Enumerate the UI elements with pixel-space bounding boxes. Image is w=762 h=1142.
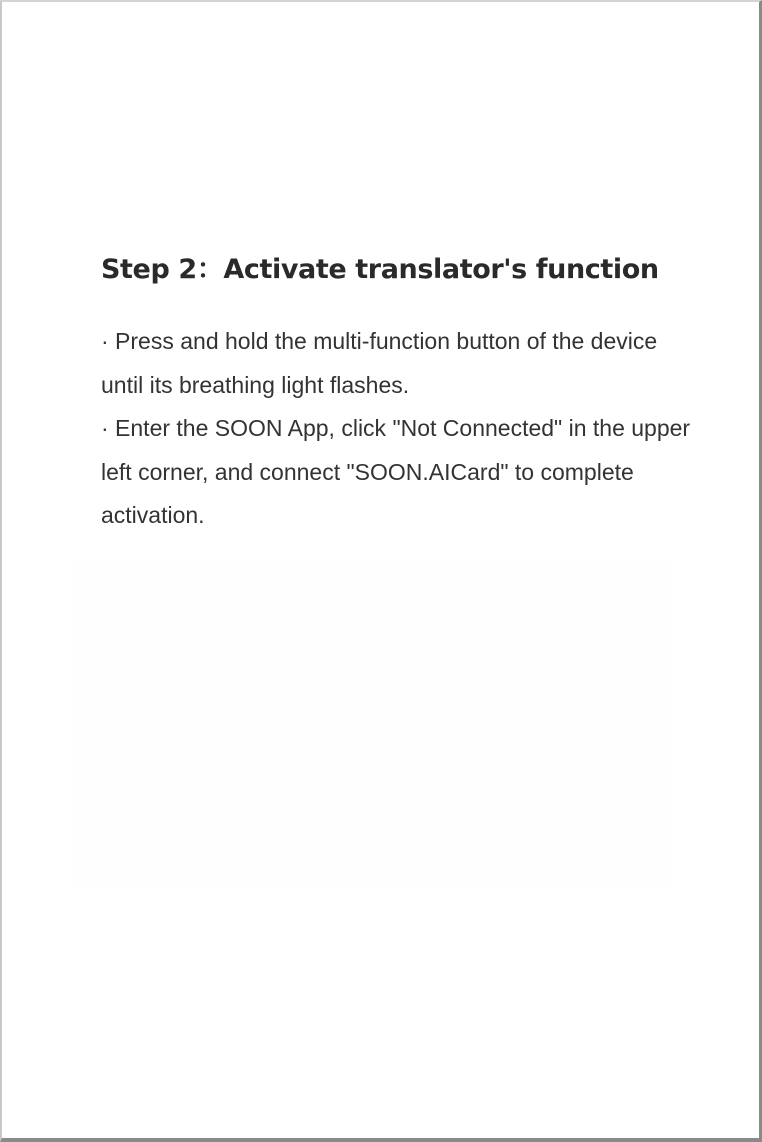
step-instructions xyxy=(101,320,691,538)
instruction-item: · Enter the SOON App, click "Not Connected" in the upper left corner, and connect "SOON.AICard" to complete activation. xyxy=(101,415,691,528)
step-section xyxy=(101,250,691,538)
step-title: Step 2：Activate translator's function xyxy=(101,254,659,285)
instruction-item: · Press and hold the multi-function button of the device until its breathing light flashes. xyxy=(101,328,658,398)
illustration-placeholder xyxy=(72,562,672,887)
